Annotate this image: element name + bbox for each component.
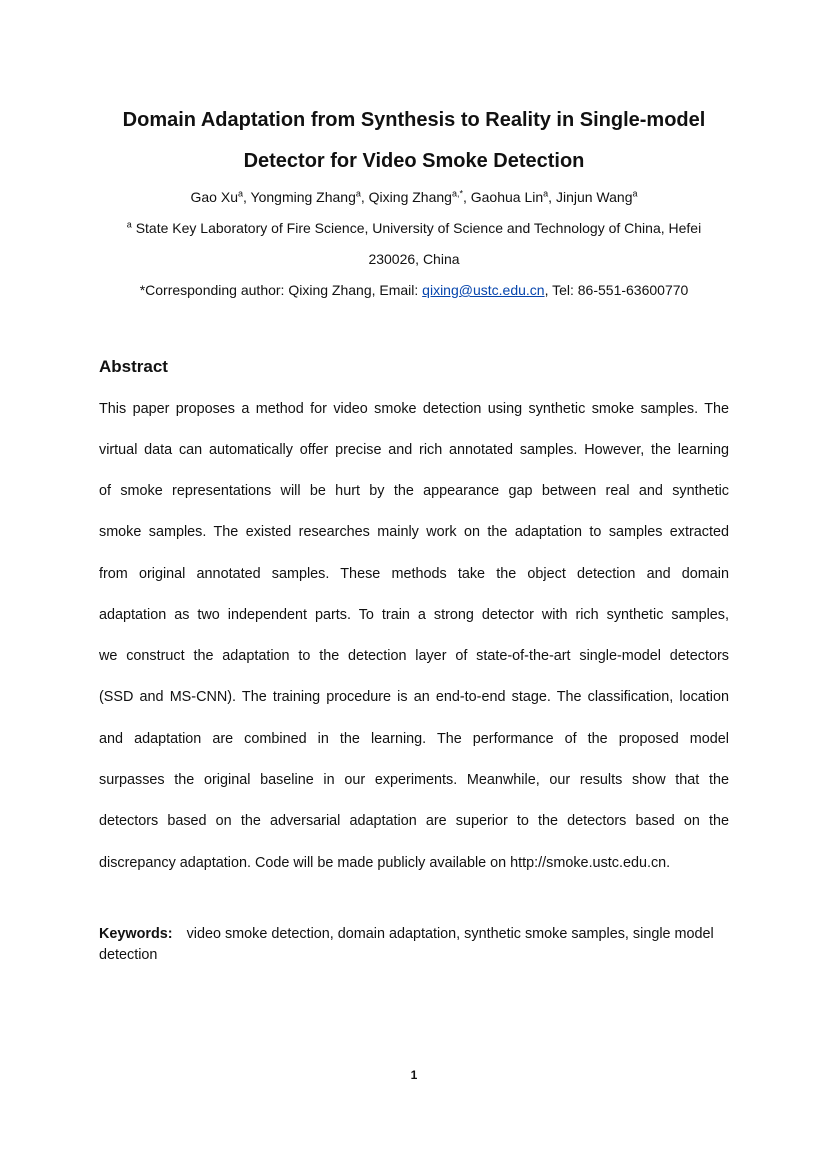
author-name: Qixing Zhang xyxy=(368,189,452,205)
author-name: Gao Xu xyxy=(190,189,238,205)
email-link[interactable]: qixing@ustc.edu.cn xyxy=(422,282,545,298)
author-separator: , xyxy=(243,189,251,205)
author-affiliation-mark: a xyxy=(355,188,361,199)
abstract-line: (SSD and MS-CNN). The training procedure is an end-to-end stage. The classification, location xyxy=(99,689,729,705)
keywords xyxy=(99,924,729,966)
corresponding-suffix: , Tel: 86-551-63600770 xyxy=(544,282,689,298)
abstract-line: smoke samples. The existed researches mainly work on the adaptation to samples extracted xyxy=(99,524,729,540)
corresponding-prefix: *Corresponding author: Qixing Zhang, Email: xyxy=(139,282,423,298)
author-name: Yongming Zhang xyxy=(250,189,356,205)
author-affiliation-mark: a xyxy=(237,188,243,199)
abstract-heading: Abstract xyxy=(99,357,168,376)
paper-title-line-2: Detector for Video Smoke Detection xyxy=(243,150,585,172)
abstract-line: we construct the adaptation to the detection layer of state-of-the-art single-model detectors xyxy=(99,648,729,664)
affiliation-mark: a xyxy=(126,219,132,230)
abstract-line: surpasses the original baseline in our experiments. Meanwhile, our results show that the xyxy=(99,772,729,788)
author-name: Gaohua Lin xyxy=(470,189,544,205)
abstract-line: adaptation as two independent parts. To train a strong detector with rich synthetic samples, xyxy=(99,607,729,623)
abstract-line: detectors based on the adversarial adaptation are superior to the detectors based on the xyxy=(99,813,729,829)
author-separator: , xyxy=(360,189,369,205)
affiliation xyxy=(99,219,729,237)
author-affiliation-mark: a xyxy=(632,188,638,199)
author-affiliation-mark: a xyxy=(543,188,549,199)
corresponding-author xyxy=(99,281,729,299)
affiliation-line-1: State Key Laboratory of Fire Science, University of Science and Technology of China, Hefei xyxy=(131,220,702,236)
author-separator: , xyxy=(462,189,471,205)
page-number: 1 xyxy=(410,1068,418,1082)
author-separator: , xyxy=(548,189,556,205)
abstract-line: This paper proposes a method for video smoke detection using synthetic smoke samples. The xyxy=(99,401,729,417)
keywords-label: Keywords: xyxy=(99,926,173,942)
abstract-line: discrepancy adaptation. Code will be made publicly available on http://smoke.ustc.edu.cn. xyxy=(99,855,671,871)
keywords-text: video smoke detection, domain adaptation, synthetic smoke samples, single model detection xyxy=(99,926,714,963)
author-list xyxy=(99,188,729,206)
abstract-line: of smoke representations will be hurt by the appearance gap between real and synthetic xyxy=(99,483,729,499)
affiliation-line-2: 230026, China xyxy=(368,251,460,267)
abstract-line: and adaptation are combined in the learning. The performance of the proposed model xyxy=(99,731,729,747)
abstract-line: virtual data can automatically offer precise and rich annotated samples. However, the learning xyxy=(99,442,729,458)
abstract-line: from original annotated samples. These methods take the object detection and domain xyxy=(99,566,729,582)
author-affiliation-mark: a,* xyxy=(451,188,463,199)
author-name: Jinjun Wang xyxy=(555,189,633,205)
paper-title-line-1: Domain Adaptation from Synthesis to Reality in Single-model xyxy=(122,109,706,131)
